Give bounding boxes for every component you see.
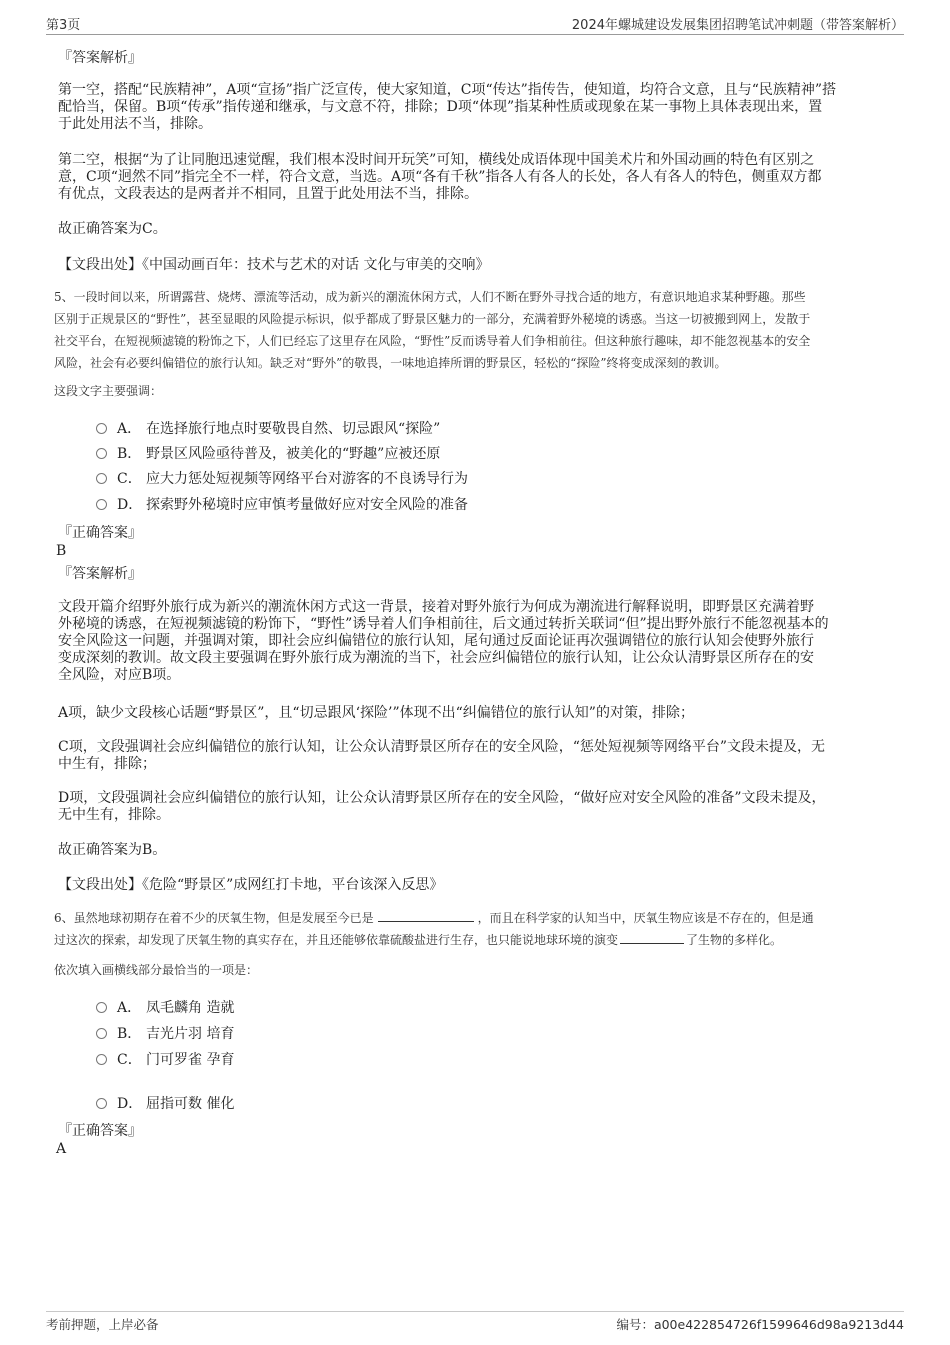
q4-analysis-para2 bbox=[58, 152, 893, 203]
q5-option-c[interactable] bbox=[96, 470, 468, 488]
option-letter: A． bbox=[117, 1000, 142, 1016]
text-line: 无中生有，排除。 bbox=[58, 807, 170, 823]
text-line: 安全风险这一问题，并强调对策，即社会应纠偏错位的旅行认知，尾句通过反面论证再次强调错位的旅行认知会使野外旅行 bbox=[58, 633, 814, 649]
option-text: 在选择旅行地点时要敬畏自然、切忌跟风“探险” bbox=[146, 421, 441, 437]
text-line: 有优点，文段表达的是两者并不相同，且置于此处用法不当，排除。 bbox=[58, 186, 478, 202]
radio-icon[interactable] bbox=[96, 423, 107, 434]
text-line: 区别于正规景区的“野性”，甚至显眼的风险提示标识，似乎都成了野景区魅力的一部分，充满着野外秘境的诱惑。当这一切被搬到网上，发散于 bbox=[54, 312, 811, 326]
radio-icon[interactable] bbox=[96, 1098, 107, 1109]
radio-icon[interactable] bbox=[96, 1002, 107, 1013]
option-letter: B． bbox=[117, 446, 142, 462]
text-line: 文段开篇介绍野外旅行成为新兴的潮流休闲方式这一背景，接着对野外旅行为何成为潮流进行解释说明，即野景区充满着野 bbox=[58, 599, 814, 615]
text-line: 于此处用法不当，排除。 bbox=[58, 116, 212, 132]
option-text: 屈指可数 催化 bbox=[146, 1096, 235, 1112]
q5-source: 【文段出处】《危险“野景区”成网红打卡地，平台该深入反思》 bbox=[58, 877, 444, 893]
q5-analysis-label: 『答案解析』 bbox=[58, 566, 142, 582]
text-line bbox=[54, 907, 896, 929]
option-letter: D． bbox=[117, 497, 143, 513]
document-title: 2024年螺城建设发展集团招聘笔试冲刺题（带答案解析） bbox=[571, 18, 904, 33]
text-line bbox=[54, 929, 896, 951]
option-letter: D． bbox=[117, 1096, 143, 1112]
text-line: 社交平台，在短视频滤镜的粉饰之下，人们已经忘了这里存在风险，“野性”反而诱导着人们争相前往。但这种旅行趣味，却不能忽视基本的安全 bbox=[54, 334, 811, 348]
radio-icon[interactable] bbox=[96, 1054, 107, 1065]
footer-slogan: 考前押题，上岸必备 bbox=[46, 1317, 159, 1332]
q5-option-b[interactable] bbox=[96, 445, 440, 463]
text-line: D项，文段强调社会应纠偏错位的旅行认知，让公众认清野景区所存在的安全风险，“做好应对安全风险的准备”文段未提及， bbox=[58, 790, 826, 806]
q6-answer: A bbox=[56, 1141, 67, 1157]
option-text: 探索野外秘境时应审慎考量做好应对安全风险的准备 bbox=[146, 497, 468, 513]
q5-stem bbox=[54, 286, 896, 374]
radio-icon[interactable] bbox=[96, 448, 107, 459]
page-header bbox=[46, 14, 904, 35]
q5-option-a[interactable] bbox=[96, 420, 440, 438]
blank-line bbox=[620, 929, 684, 944]
stem-text: 6、虽然地球初期存在着不少的厌氧生物，但是发展至今已是 bbox=[54, 911, 374, 925]
q5-analysis-para3 bbox=[58, 739, 893, 773]
q5-answer-label: 『正确答案』 bbox=[58, 525, 142, 541]
text-line: 变成深刻的教训。故文段主要强调在野外旅行成为潮流的当下，社会应纠偏错位的旅行认知，让公众认清野景区所存在的安 bbox=[58, 650, 814, 666]
radio-icon[interactable] bbox=[96, 473, 107, 484]
q4-analysis-label: 『答案解析』 bbox=[58, 50, 142, 66]
q5-conclusion: 故正确答案为B。 bbox=[58, 842, 167, 858]
radio-icon[interactable] bbox=[96, 1028, 107, 1039]
option-text: 应大力惩处短视频等网络平台对游客的不良诱导行为 bbox=[146, 471, 468, 487]
document-id: 编号：a00e422854726f1599646d98a9213d44 bbox=[616, 1317, 904, 1332]
q6-stem bbox=[54, 907, 896, 951]
q4-conclusion: 故正确答案为C。 bbox=[58, 221, 167, 237]
text-line: 风险，社会有必要纠偏错位的旅行认知。缺乏对“野外”的敬畏，一味地追捧所谓的野景区，轻松的“探险”终将变成深刻的教训。 bbox=[54, 356, 727, 370]
text-line: 外秘境的诱惑，在短视频滤镜的粉饰下，“野性”诱导着人们争相前往，后文通过转折关联词“但”提出野外旅行不能忽视基本的 bbox=[58, 616, 829, 632]
option-text: 门可罗雀 孕育 bbox=[146, 1052, 235, 1068]
q4-analysis-para1 bbox=[58, 82, 893, 133]
text-line: 配恰当，保留。B项“传承”指传递和继承，与文意不符，排除；D项“体现”指某种性质或现象在某一事物上具体表现出来，置 bbox=[58, 99, 823, 115]
q5-option-d[interactable] bbox=[96, 496, 468, 514]
text-line: C项，文段强调社会应纠偏错位的旅行认知，让公众认清野景区所存在的安全风险，“惩处短视频等网络平台”文段未提及，无 bbox=[58, 739, 826, 755]
q5-analysis-para4 bbox=[58, 790, 893, 824]
q5-ask: 这段文字主要强调： bbox=[54, 384, 163, 398]
q6-answer-label: 『正确答案』 bbox=[58, 1123, 142, 1139]
option-letter: B． bbox=[117, 1026, 142, 1042]
q6-option-a[interactable] bbox=[96, 999, 234, 1017]
option-letter: A． bbox=[117, 421, 142, 437]
option-text: 野景区风险亟待普及，被美化的“野趣”应被还原 bbox=[146, 446, 441, 462]
stem-text: 了生物的多样化。 bbox=[686, 933, 783, 947]
option-letter: C． bbox=[117, 1052, 142, 1068]
q6-ask: 依次填入画横线部分最恰当的一项是： bbox=[54, 963, 259, 977]
q6-option-b[interactable] bbox=[96, 1025, 234, 1043]
q6-option-c[interactable] bbox=[96, 1051, 234, 1069]
q5-analysis-para1 bbox=[58, 599, 893, 684]
text-line: 意，C项“迥然不同”指完全不一样，符合文意，当选。A项“各有千秋”指各人有各人的长处，各人有各人的特色，侧重双方都 bbox=[58, 169, 822, 185]
option-text: 凤毛麟角 造就 bbox=[146, 1000, 235, 1016]
text-line: 第一空，搭配“民族精神”，A项“宣扬”指广泛宣传，使大家知道，C项“传达”指传告，使知道，均符合文意，且与“民族精神”搭 bbox=[58, 82, 837, 98]
q4-source: 【文段出处】《中国动画百年：技术与艺术的对话 文化与审美的交响》 bbox=[58, 257, 490, 273]
q5-answer: B bbox=[56, 543, 67, 559]
text-line: 5、一段时间以来，所谓露营、烧烤、漂流等活动，成为新兴的潮流休闲方式，人们不断在野外寻找合适的地方，有意识地追求某种野趣。那些 bbox=[54, 290, 806, 304]
option-text: 吉光片羽 培育 bbox=[146, 1026, 235, 1042]
page-number: 第3页 bbox=[46, 18, 81, 33]
page-footer bbox=[46, 1311, 904, 1336]
option-letter: C． bbox=[117, 471, 142, 487]
radio-icon[interactable] bbox=[96, 499, 107, 510]
stem-text: ，而且在科学家的认知当中，厌氧生物应该是不存在的，但是通 bbox=[477, 911, 814, 925]
q5-analysis-para2: A项，缺少文段核心话题“野景区”，且“切忌跟风‘探险’”体现不出“纠偏错位的旅行认知”的对策，排除； bbox=[58, 705, 694, 721]
text-line: 全风险，对应B项。 bbox=[58, 667, 181, 683]
q6-option-d[interactable] bbox=[96, 1095, 234, 1113]
stem-text: 过这次的探索，却发现了厌氧生物的真实存在，并且还能够依靠硫酸盐进行生存，也只能说地球环境的演变 bbox=[54, 933, 619, 947]
text-line: 中生有，排除； bbox=[58, 756, 156, 772]
blank-line bbox=[378, 907, 474, 922]
text-line: 第二空，根据“为了让同胞迅速觉醒，我们根本没时间开玩笑”可知，横线处成语体现中国美术片和外国动画的特色有区别之 bbox=[58, 152, 815, 168]
